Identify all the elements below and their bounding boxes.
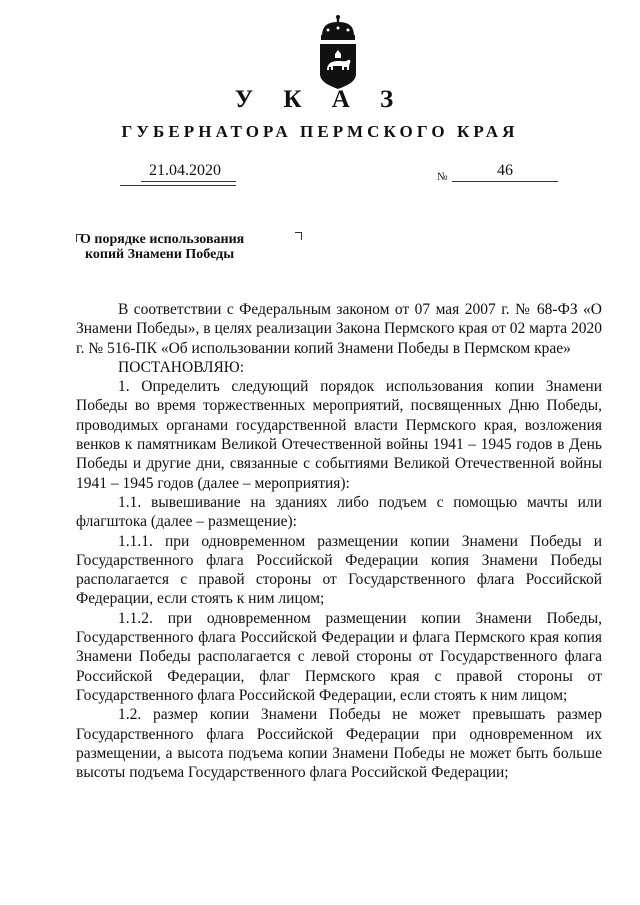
number-sign: № xyxy=(437,171,448,183)
coat-of-arms-icon xyxy=(316,14,360,90)
clause-1-1: 1.1. вывешивание на зданиях либо подъем с помощью мачты или флагштока (далее – размещение): xyxy=(76,493,602,531)
number-underline xyxy=(452,181,558,182)
decree-subject xyxy=(80,232,244,262)
decree-number: 46 xyxy=(497,162,513,179)
clause-1-1-1: 1.1.1. при одновременном размещении копии Знамени Победы и Государственного флага Российской Федерации копия Знамени Победы располагается с правой стороны от Государственного флага Российской Федерации, если стоять к ним лицом; xyxy=(76,532,602,608)
subject-line-1: О порядке использования xyxy=(80,232,245,247)
clause-1-2: 1.2. размер копии Знамени Победы не может превышать размер Государственного флага Российской Федерации при одновременном их размещении, а высота подъема копии Знамени Победы не может быть больше высоты подъема Государственного флага Российской Федерации; xyxy=(76,706,602,782)
decree-date: 21.04.2020 xyxy=(149,162,221,179)
subject-corner-right xyxy=(295,232,302,240)
preamble-paragraph: В соответствии с Федеральным законом от 07 мая 2007 г. № 68-ФЗ «О Знамени Победы», в целях реализации Закона Пермского края от 02 марта 2020 г. № 516-ПК «Об использовании копий Знамени Победы в Пермском крае» xyxy=(76,301,602,357)
decree-body xyxy=(76,300,602,782)
decree-title: У К А З xyxy=(234,86,406,113)
decree-keyword: ПОСТАНОВЛЯЮ: xyxy=(118,358,245,376)
subject-line-2: копий Знамени Победы xyxy=(85,247,235,262)
clause-1: 1. Определить следующий порядок использования копии Знамени Победы во время торжественных мероприятий, посвященных Дню Победы, проводимых органами государственной власти Пермского края, возложения венков к памятникам Великой Отечественной войны 1941 – 1945 годов в День Победы и другие дни, связанные с событиями Великой Отечественной войны 1941 – 1945 годов (далее – мероприятия): xyxy=(76,378,602,492)
date-underline-lower xyxy=(120,185,236,186)
clause-1-1-2: 1.1.2. при одновременном размещении копии Знамени Победы, Государственного флага Российской Федерации и флага Пермского края копия Знамени Победы располагается с левой стороны от Государственного флага Российской Федерации, флаг Пермского края с правой стороны от Государственного флага Российской Федерации, если стоять к ним лицом; xyxy=(76,609,602,704)
date-underline xyxy=(141,181,236,182)
issuer-title: ГУБЕРНАТОРА ПЕРМСКОГО КРАЯ xyxy=(121,122,519,141)
